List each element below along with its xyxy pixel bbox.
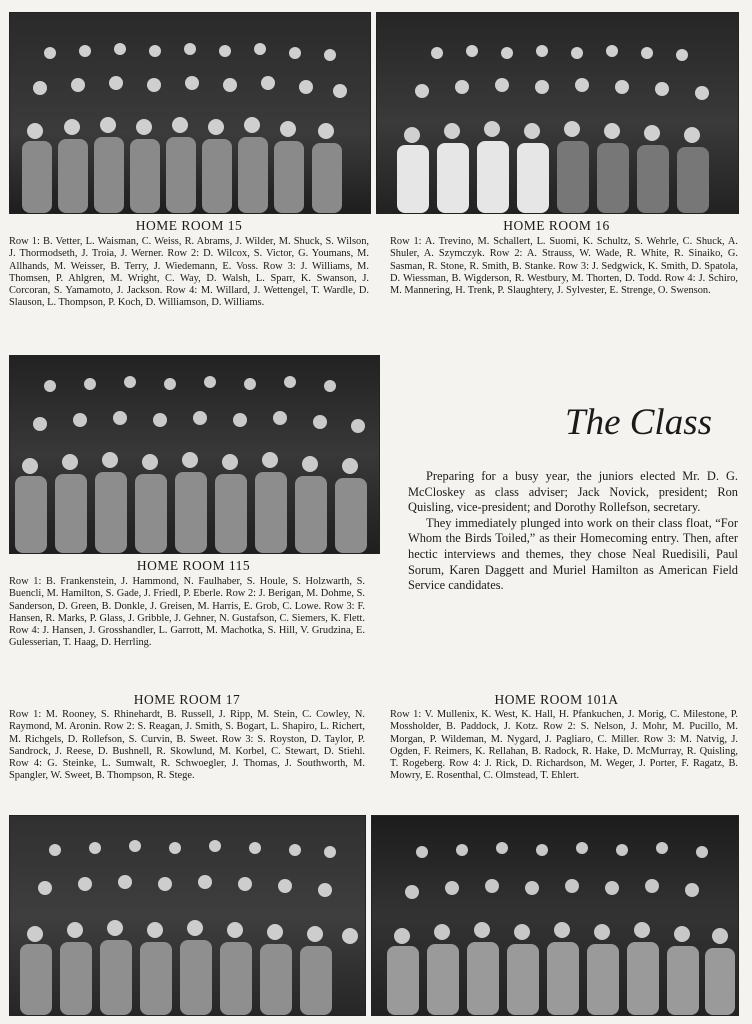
- home-room-101a-names: Row 1: V. Mullenix, K. West, K. Hall, H. Pfankuchen, J. Morig, C. Milestone, P. Mossholder, B. Paddock, J. Kotz. Row 2: S. Nelson, J. Mohr, M. Pucillo, M. Morgan, P. Wildeman, M. Nygard, J. Pagliaro, C. Miller. Row 3: M. Natvig, J. Ogden, F. Reimers, K. Rellahan, B. Radock, R. Hake, D. McMurray, R. Quisling, T. Rogeberg. Row 4: J. Rick, D. Richardson, M. Weger, J. Porter, F. Ragatz, B. Mowry, E. Rosenthal, C. Olmstead, T. Ehlert.: [390, 709, 738, 782]
- home-room-15-title: HOME ROOM 15: [135, 218, 243, 233]
- home-room-115-title: HOME ROOM 115: [136, 558, 251, 573]
- article-title: The Class: [565, 402, 713, 443]
- home-room-16-title: HOME ROOM 16: [503, 218, 610, 233]
- article-paragraph-1: Preparing for a busy year, the juniors elected Mr. D. G. McCloskey as class adviser; Jack Novick, president; Ron Quisling, vice-president; and Dorothy Rollefson, secretary.: [408, 469, 738, 515]
- home-room-17-title: HOME ROOM 17: [133, 692, 241, 707]
- home-room-101a-title: HOME ROOM 101A: [494, 692, 619, 707]
- photo-home-room-15: [9, 12, 371, 214]
- article-paragraph-2: They immediately plunged into work on their class float, “For Whom the Birds Toiled,” as their Homecoming entry. Then, after hectic interviews and themes, they chose Neal Ruedisili, Paul Sorum, Karen Daggett and Muriel Hamilton as American Field Service candidates.: [408, 515, 738, 593]
- photo-home-room-16: [376, 12, 739, 214]
- photo-home-room-101a: [371, 815, 739, 1016]
- photo-home-room-17: [9, 815, 366, 1016]
- home-room-17-names: Row 1: M. Rooney, S. Rhinehardt, B. Russell, J. Ripp, M. Stein, C. Cowley, N. Raymond, M. Aronin. Row 2: S. Reagan, J. Smith, S. Bogart, L. Shapiro, L. Richert, M. Richgels, D. Rollefson, S. Curvin, B. Sweet. Row 3: S. Royston, D. Taylor, P. Sandrock, J. Reese, D. Bushnell, R. Skowlund, M. Korbel, C. Stewart, D. Stiehl. Row 4: G. Steinke, L. Sumwalt, R. Schwoegler, J. Thomas, J. Southworth, M. Spangler, W. Sweet, B. Thompson, R. Stege.: [9, 709, 365, 782]
- group-photo-image: [372, 816, 738, 1015]
- home-room-16-names: Row 1: A. Trevino, M. Schallert, L. Suomi, K. Schultz, S. Wehrle, C. Shuck, A. Shuler, A. Szymczyk. Row 2: A. Strauss, W. Wade, R. White, R. Sinaiko, G. Sasman, R. Stone, R. Smith, B. Stanke. Row 3: J. Sedgwick, K. Smith, D. Spatola, D. Wiessman, B. Wigderson, R. Westbury, M. Thorten, D. Todd. Row 4: J. Schiro, M. Mannering, H. Trenk, P. Slaughtery, J. Sylvester, E. Strenge, O. Swenson.: [390, 236, 738, 297]
- group-photo-image: [10, 816, 365, 1015]
- home-room-115-names: Row 1: B. Frankenstein, J. Hammond, N. Faulhaber, S. Houle, S. Holzwarth, S. Buencli, M. Hamilton, S. Gade, J. Friedl, P. Eberle. Row 2: J. Berigan, M. Dohme, S. Sanderson, D. Green, B. Donkle, J. Greisen, M. Harris, E. Grob, C. Lowe. Row 3: F. Hansen, R. Marks, P. Glass, J. Gribble, J. Gehner, N. Gustafson, C. Siemers, K. Flett. Row 4: J. Hansen, J. Grosshandler, L. Garrott, M. Machotka, S. Hill, V. Grudzina, E. Gulesserian, T. Haag, D. Herrling.: [9, 576, 365, 649]
- group-photo-image: [10, 13, 370, 213]
- group-photo-image: [10, 356, 379, 553]
- photo-home-room-115: [9, 355, 380, 554]
- home-room-15-names: Row 1: B. Vetter, L. Waisman, C. Weiss, R. Abrams, J. Wilder, M. Shuck, S. Wilson, J. Thormodseth, J. Troia, J. Werner. Row 2: D. Wilcox, S. Victor, G. Youmans, M. Allhands, M. Weisser, B. Terry, J. Wiedemann, E. Voss. Row 3: J. Williams, M. Thomsen, P. Ahlgren, M. Wright, C. Way, D. Walsh, L. Sparr, K. Swanson, J. Corcoran, S. Yamamoto, J. Jackson. Row 4: M. Willard, J. Wettengel, T. Wardle, D. Slauson, L. Thompson, P. Koch, D. Williamson, D. Williams.: [9, 236, 369, 309]
- article-body: [408, 469, 738, 594]
- group-photo-image: [377, 13, 738, 213]
